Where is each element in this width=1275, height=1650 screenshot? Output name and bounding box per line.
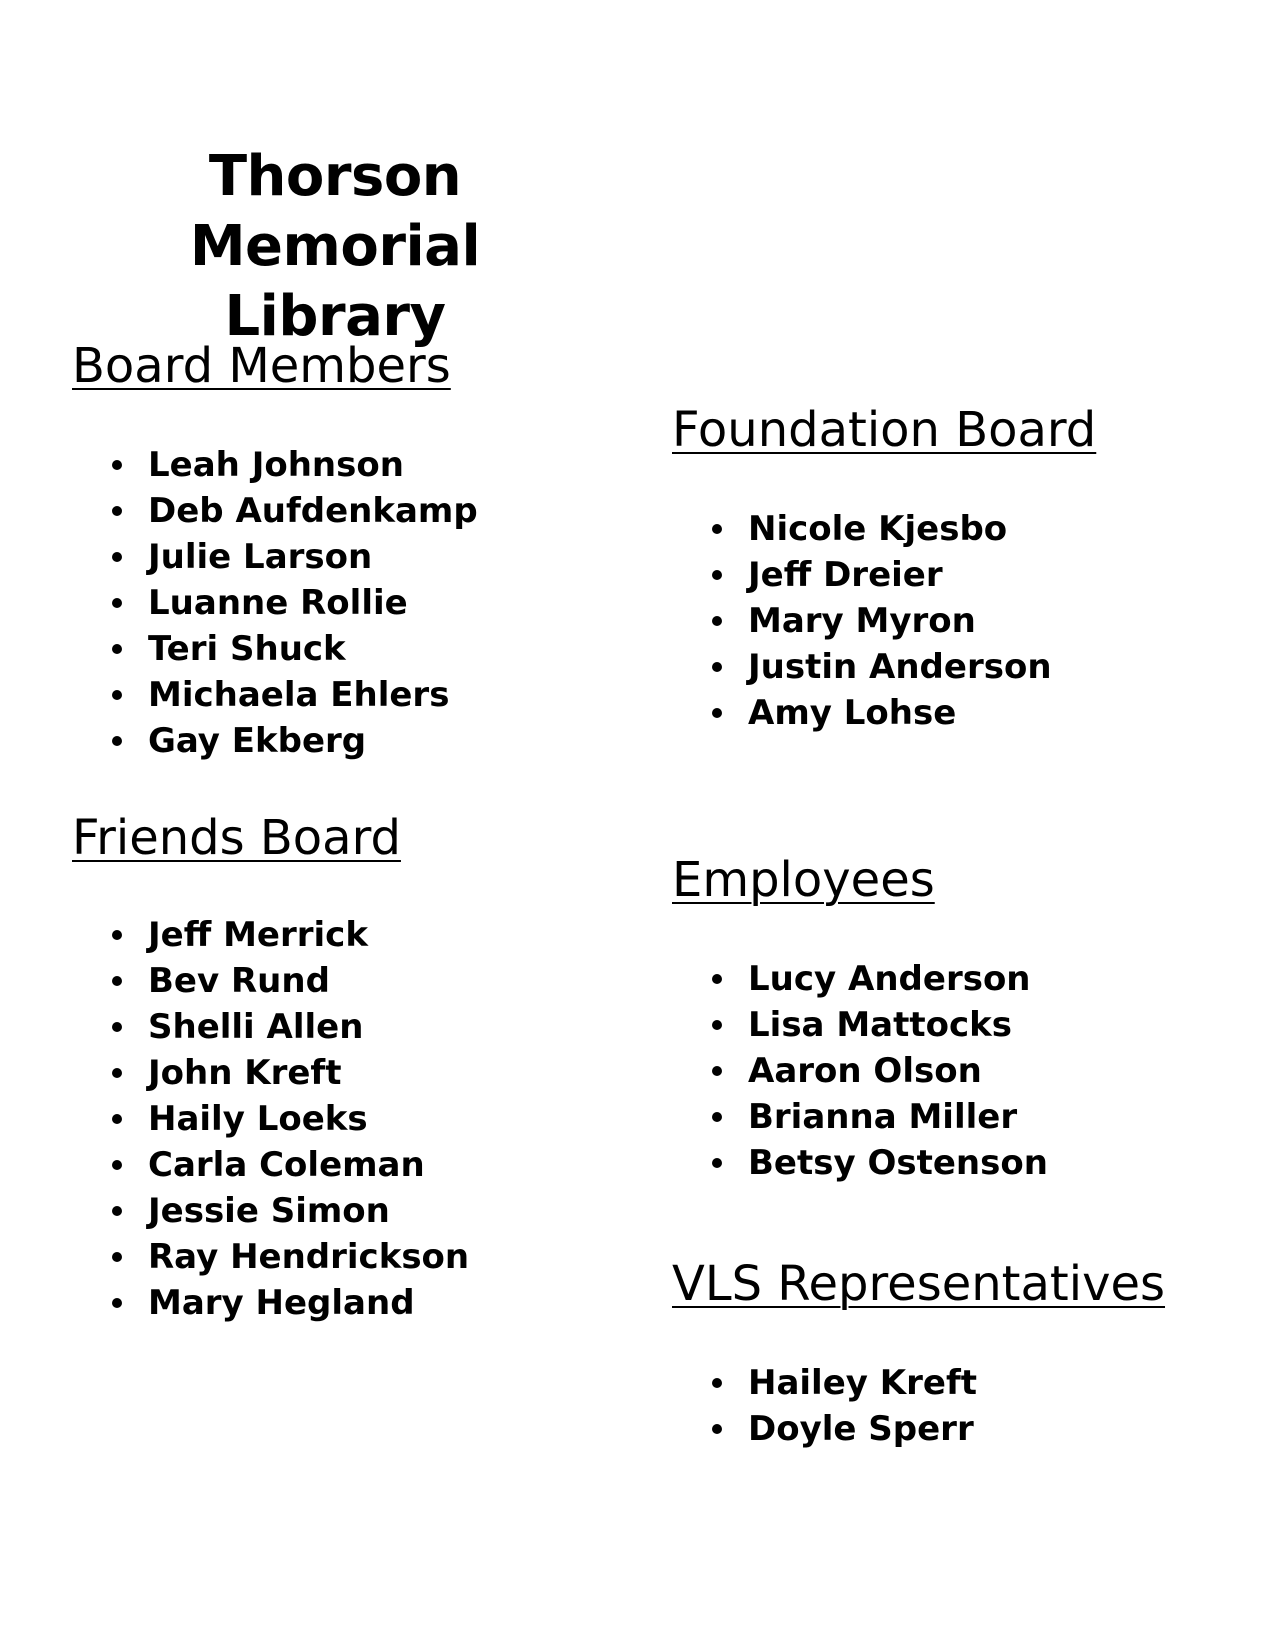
- list-item: Lucy Anderson: [712, 956, 1048, 1002]
- page-title: Thorson Memorial Library: [189, 144, 481, 349]
- list-item: Jeff Merrick: [112, 912, 469, 958]
- list-item: Nicole Kjesbo: [712, 506, 1052, 552]
- list-item: Shelli Allen: [112, 1004, 469, 1050]
- list-item: Leah Johnson: [112, 442, 478, 488]
- list-item: Carla Coleman: [112, 1142, 469, 1188]
- vls-representatives-heading: VLS Representatives: [672, 1256, 1166, 1312]
- list-item: Amy Lohse: [712, 690, 1052, 736]
- foundation-board-section: [672, 402, 1097, 733]
- vls-representatives-list: [712, 1360, 977, 1452]
- list-item: Mary Hegland: [112, 1280, 469, 1326]
- list-item: Lisa Mattocks: [712, 1002, 1048, 1048]
- list-item: Jeff Dreier: [712, 552, 1052, 598]
- friends-board-section: [72, 810, 470, 1323]
- list-item: Julie Larson: [112, 534, 478, 580]
- board-members-heading: Board Members: [72, 338, 451, 394]
- list-item: Betsy Ostenson: [712, 1140, 1048, 1186]
- list-item: Doyle Sperr: [712, 1406, 977, 1452]
- list-item: Teri Shuck: [112, 626, 478, 672]
- board-members-section: [72, 338, 478, 761]
- list-item: Deb Aufdenkamp: [112, 488, 478, 534]
- employees-section: [672, 852, 1048, 1183]
- list-item: John Kreft: [112, 1050, 469, 1096]
- list-item: Mary Myron: [712, 598, 1052, 644]
- employees-list: [712, 956, 1048, 1186]
- foundation-board-heading: Foundation Board: [672, 402, 1097, 458]
- friends-board-list: [112, 912, 469, 1326]
- employees-heading: Employees: [672, 852, 935, 908]
- list-item: Hailey Kreft: [712, 1360, 977, 1406]
- list-item: Jessie Simon: [112, 1188, 469, 1234]
- list-item: Michaela Ehlers: [112, 672, 478, 718]
- list-item: Gay Ekberg: [112, 718, 478, 764]
- list-item: Brianna Miller: [712, 1094, 1048, 1140]
- list-item: Aaron Olson: [712, 1048, 1048, 1094]
- list-item: Haily Loeks: [112, 1096, 469, 1142]
- list-item: Ray Hendrickson: [112, 1234, 469, 1280]
- list-item: Bev Rund: [112, 958, 469, 1004]
- friends-board-heading: Friends Board: [72, 810, 401, 866]
- list-item: Justin Anderson: [712, 644, 1052, 690]
- vls-representatives-section: [672, 1256, 1166, 1449]
- foundation-board-list: [712, 506, 1052, 736]
- board-members-list: [112, 442, 478, 764]
- list-item: Luanne Rollie: [112, 580, 478, 626]
